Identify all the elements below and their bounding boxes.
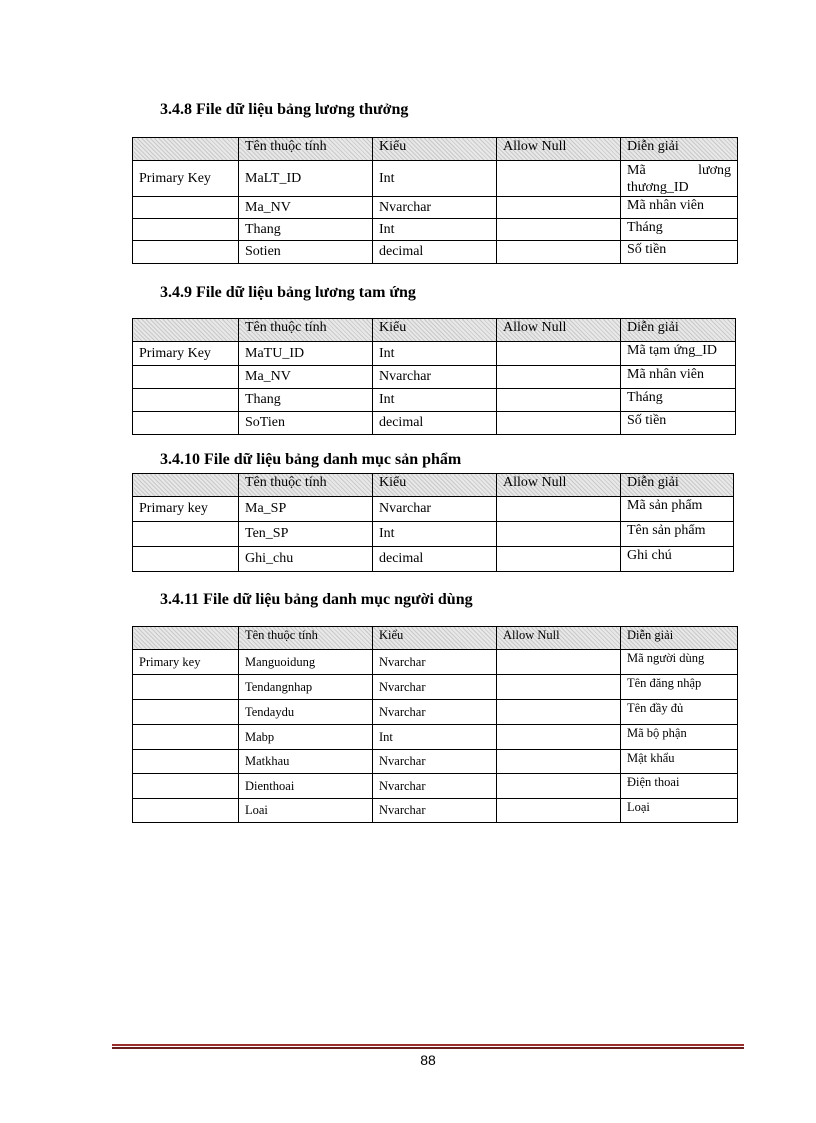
attribute-cell: Tendangnhap	[239, 675, 373, 700]
table-row	[133, 197, 738, 219]
key-cell	[133, 675, 239, 700]
description-cell: Mật khẩu	[621, 750, 738, 774]
key-cell	[133, 774, 239, 799]
header-cell-type: Kiểu	[373, 319, 497, 342]
type-cell: decimal	[373, 547, 497, 572]
description-cell: Mã nhân viên	[621, 197, 738, 219]
key-cell: Primary key	[133, 497, 239, 522]
header-cell-allow-null: Allow Null	[497, 319, 621, 342]
allow-null-cell	[497, 725, 621, 750]
key-cell: Primary key	[133, 650, 239, 675]
type-cell: decimal	[373, 412, 497, 435]
type-cell: Int	[373, 389, 497, 412]
key-cell	[133, 700, 239, 725]
description-cell: Mã nhân viên	[621, 366, 736, 389]
header-cell-description: Diễn giải	[621, 474, 734, 497]
attribute-cell: Thang	[239, 389, 373, 412]
table-danh-muc-san-pham	[132, 473, 734, 572]
attribute-cell: Ma_NV	[239, 366, 373, 389]
key-cell	[133, 366, 239, 389]
description-cell: Tháng	[621, 219, 738, 241]
header-cell-type: Kiểu	[373, 474, 497, 497]
table-row	[133, 522, 734, 547]
allow-null-cell	[497, 197, 621, 219]
allow-null-cell	[497, 675, 621, 700]
key-cell	[133, 241, 239, 264]
description-cell: Tên đăng nhập	[621, 675, 738, 700]
header-cell-type: Kiểu	[373, 138, 497, 161]
allow-null-cell	[497, 650, 621, 675]
allow-null-cell	[497, 219, 621, 241]
table-row	[133, 547, 734, 572]
description-cell: Điện thoai	[621, 774, 738, 799]
table-header-row	[133, 138, 738, 161]
attribute-cell: Thang	[239, 219, 373, 241]
table-row	[133, 389, 736, 412]
header-cell-attribute: Tên thuộc tính	[239, 474, 373, 497]
header-cell-blank	[133, 319, 239, 342]
key-cell	[133, 389, 239, 412]
header-cell-type: Kiểu	[373, 627, 497, 650]
table-header-row	[133, 319, 736, 342]
type-cell: Int	[373, 342, 497, 366]
key-cell: Primary Key	[133, 342, 239, 366]
description-cell: Tên đầy đủ	[621, 700, 738, 725]
attribute-cell: Mabp	[239, 725, 373, 750]
table-row	[133, 700, 738, 725]
description-line-2: thương_ID	[627, 180, 689, 195]
attribute-cell: Dienthoai	[239, 774, 373, 799]
attribute-cell: Sotien	[239, 241, 373, 264]
key-cell	[133, 799, 239, 823]
description-cell: Mã sản phẩm	[621, 497, 734, 522]
allow-null-cell	[497, 389, 621, 412]
table-row	[133, 219, 738, 241]
description-line-1	[627, 162, 731, 179]
header-cell-description: Diễn giải	[621, 319, 736, 342]
header-cell-attribute: Tên thuộc tính	[239, 138, 373, 161]
allow-null-cell	[497, 799, 621, 823]
attribute-cell: MaTU_ID	[239, 342, 373, 366]
key-cell	[133, 725, 239, 750]
type-cell: Nvarchar	[373, 197, 497, 219]
type-cell: Int	[373, 522, 497, 547]
table-row	[133, 366, 736, 389]
allow-null-cell	[497, 366, 621, 389]
table-row	[133, 675, 738, 700]
allow-null-cell	[497, 412, 621, 435]
header-cell-attribute: Tên thuộc tính	[239, 627, 373, 650]
allow-null-cell	[497, 750, 621, 774]
table-row	[133, 241, 738, 264]
key-cell	[133, 522, 239, 547]
header-cell-description: Diễn giải	[621, 138, 738, 161]
type-cell: Nvarchar	[373, 750, 497, 774]
header-cell-description: Diễn giải	[621, 627, 738, 650]
key-cell	[133, 412, 239, 435]
section-title-3-4-11: 3.4.11 File dữ liệu bảng danh mục người dùng	[160, 591, 473, 608]
description-cell: Mã người dùng	[621, 650, 738, 675]
footer-rule	[112, 1044, 744, 1049]
section-title-3-4-8: 3.4.8 File dữ liệu bảng lương thưởng	[160, 101, 409, 118]
type-cell: Nvarchar	[373, 675, 497, 700]
description-cell: Tháng	[621, 389, 736, 412]
table-row	[133, 650, 738, 675]
header-cell-blank	[133, 138, 239, 161]
table-row	[133, 412, 736, 435]
table-row	[133, 725, 738, 750]
table-header-row	[133, 474, 734, 497]
type-cell: Nvarchar	[373, 700, 497, 725]
page-number: 88	[420, 1052, 436, 1068]
type-cell: Int	[373, 161, 497, 197]
header-cell-attribute: Tên thuộc tính	[239, 319, 373, 342]
key-cell: Primary Key	[133, 161, 239, 197]
allow-null-cell	[497, 161, 621, 197]
attribute-cell: Loai	[239, 799, 373, 823]
attribute-cell: Manguoidung	[239, 650, 373, 675]
header-cell-allow-null: Allow Null	[497, 474, 621, 497]
attribute-cell: Ma_SP	[239, 497, 373, 522]
allow-null-cell	[497, 700, 621, 725]
key-cell	[133, 219, 239, 241]
header-cell-blank	[133, 627, 239, 650]
section-title-3-4-10: 3.4.10 File dữ liệu bảng danh mục sản phẩm	[160, 451, 462, 468]
type-cell: Nvarchar	[373, 497, 497, 522]
description-cell: Ghi chú	[621, 547, 734, 572]
table-row	[133, 497, 734, 522]
attribute-cell: SoTien	[239, 412, 373, 435]
description-cell: Mã bộ phận	[621, 725, 738, 750]
description-word-ma: Mã	[627, 163, 646, 178]
header-cell-blank	[133, 474, 239, 497]
description-cell: Số tiền	[621, 241, 738, 264]
table-row	[133, 774, 738, 799]
type-cell: Int	[373, 725, 497, 750]
type-cell: Nvarchar	[373, 650, 497, 675]
key-cell	[133, 750, 239, 774]
table-row	[133, 799, 738, 823]
table-header-row	[133, 627, 738, 650]
table-row	[133, 342, 736, 366]
type-cell: Nvarchar	[373, 774, 497, 799]
attribute-cell: Ma_NV	[239, 197, 373, 219]
table-danh-muc-nguoi-dung	[132, 626, 738, 823]
description-cell: Tên sản phẩm	[621, 522, 734, 547]
type-cell: Int	[373, 219, 497, 241]
table-row	[133, 750, 738, 774]
table-luong-tam-ung	[132, 318, 736, 435]
attribute-cell: Ghi_chu	[239, 547, 373, 572]
allow-null-cell	[497, 342, 621, 366]
header-cell-allow-null: Allow Null	[497, 138, 621, 161]
allow-null-cell	[497, 547, 621, 572]
description-cell: Loại	[621, 799, 738, 823]
allow-null-cell	[497, 497, 621, 522]
attribute-cell: Ten_SP	[239, 522, 373, 547]
type-cell: decimal	[373, 241, 497, 264]
footer-rule-line	[112, 1047, 744, 1049]
table-row	[133, 161, 738, 197]
description-cell	[621, 161, 738, 197]
description-word-luong: lương	[698, 163, 731, 178]
type-cell: Nvarchar	[373, 366, 497, 389]
attribute-cell: Tendaydu	[239, 700, 373, 725]
table-luong-thuong	[132, 137, 738, 264]
allow-null-cell	[497, 522, 621, 547]
type-cell: Nvarchar	[373, 799, 497, 823]
attribute-cell: MaLT_ID	[239, 161, 373, 197]
allow-null-cell	[497, 774, 621, 799]
key-cell	[133, 547, 239, 572]
description-cell: Số tiền	[621, 412, 736, 435]
allow-null-cell	[497, 241, 621, 264]
description-cell: Mã tạm ứng_ID	[621, 342, 736, 366]
attribute-cell: Matkhau	[239, 750, 373, 774]
section-title-3-4-9: 3.4.9 File dữ liệu bảng lương tam ứng	[160, 284, 416, 301]
key-cell	[133, 197, 239, 219]
header-cell-allow-null: Allow Null	[497, 627, 621, 650]
